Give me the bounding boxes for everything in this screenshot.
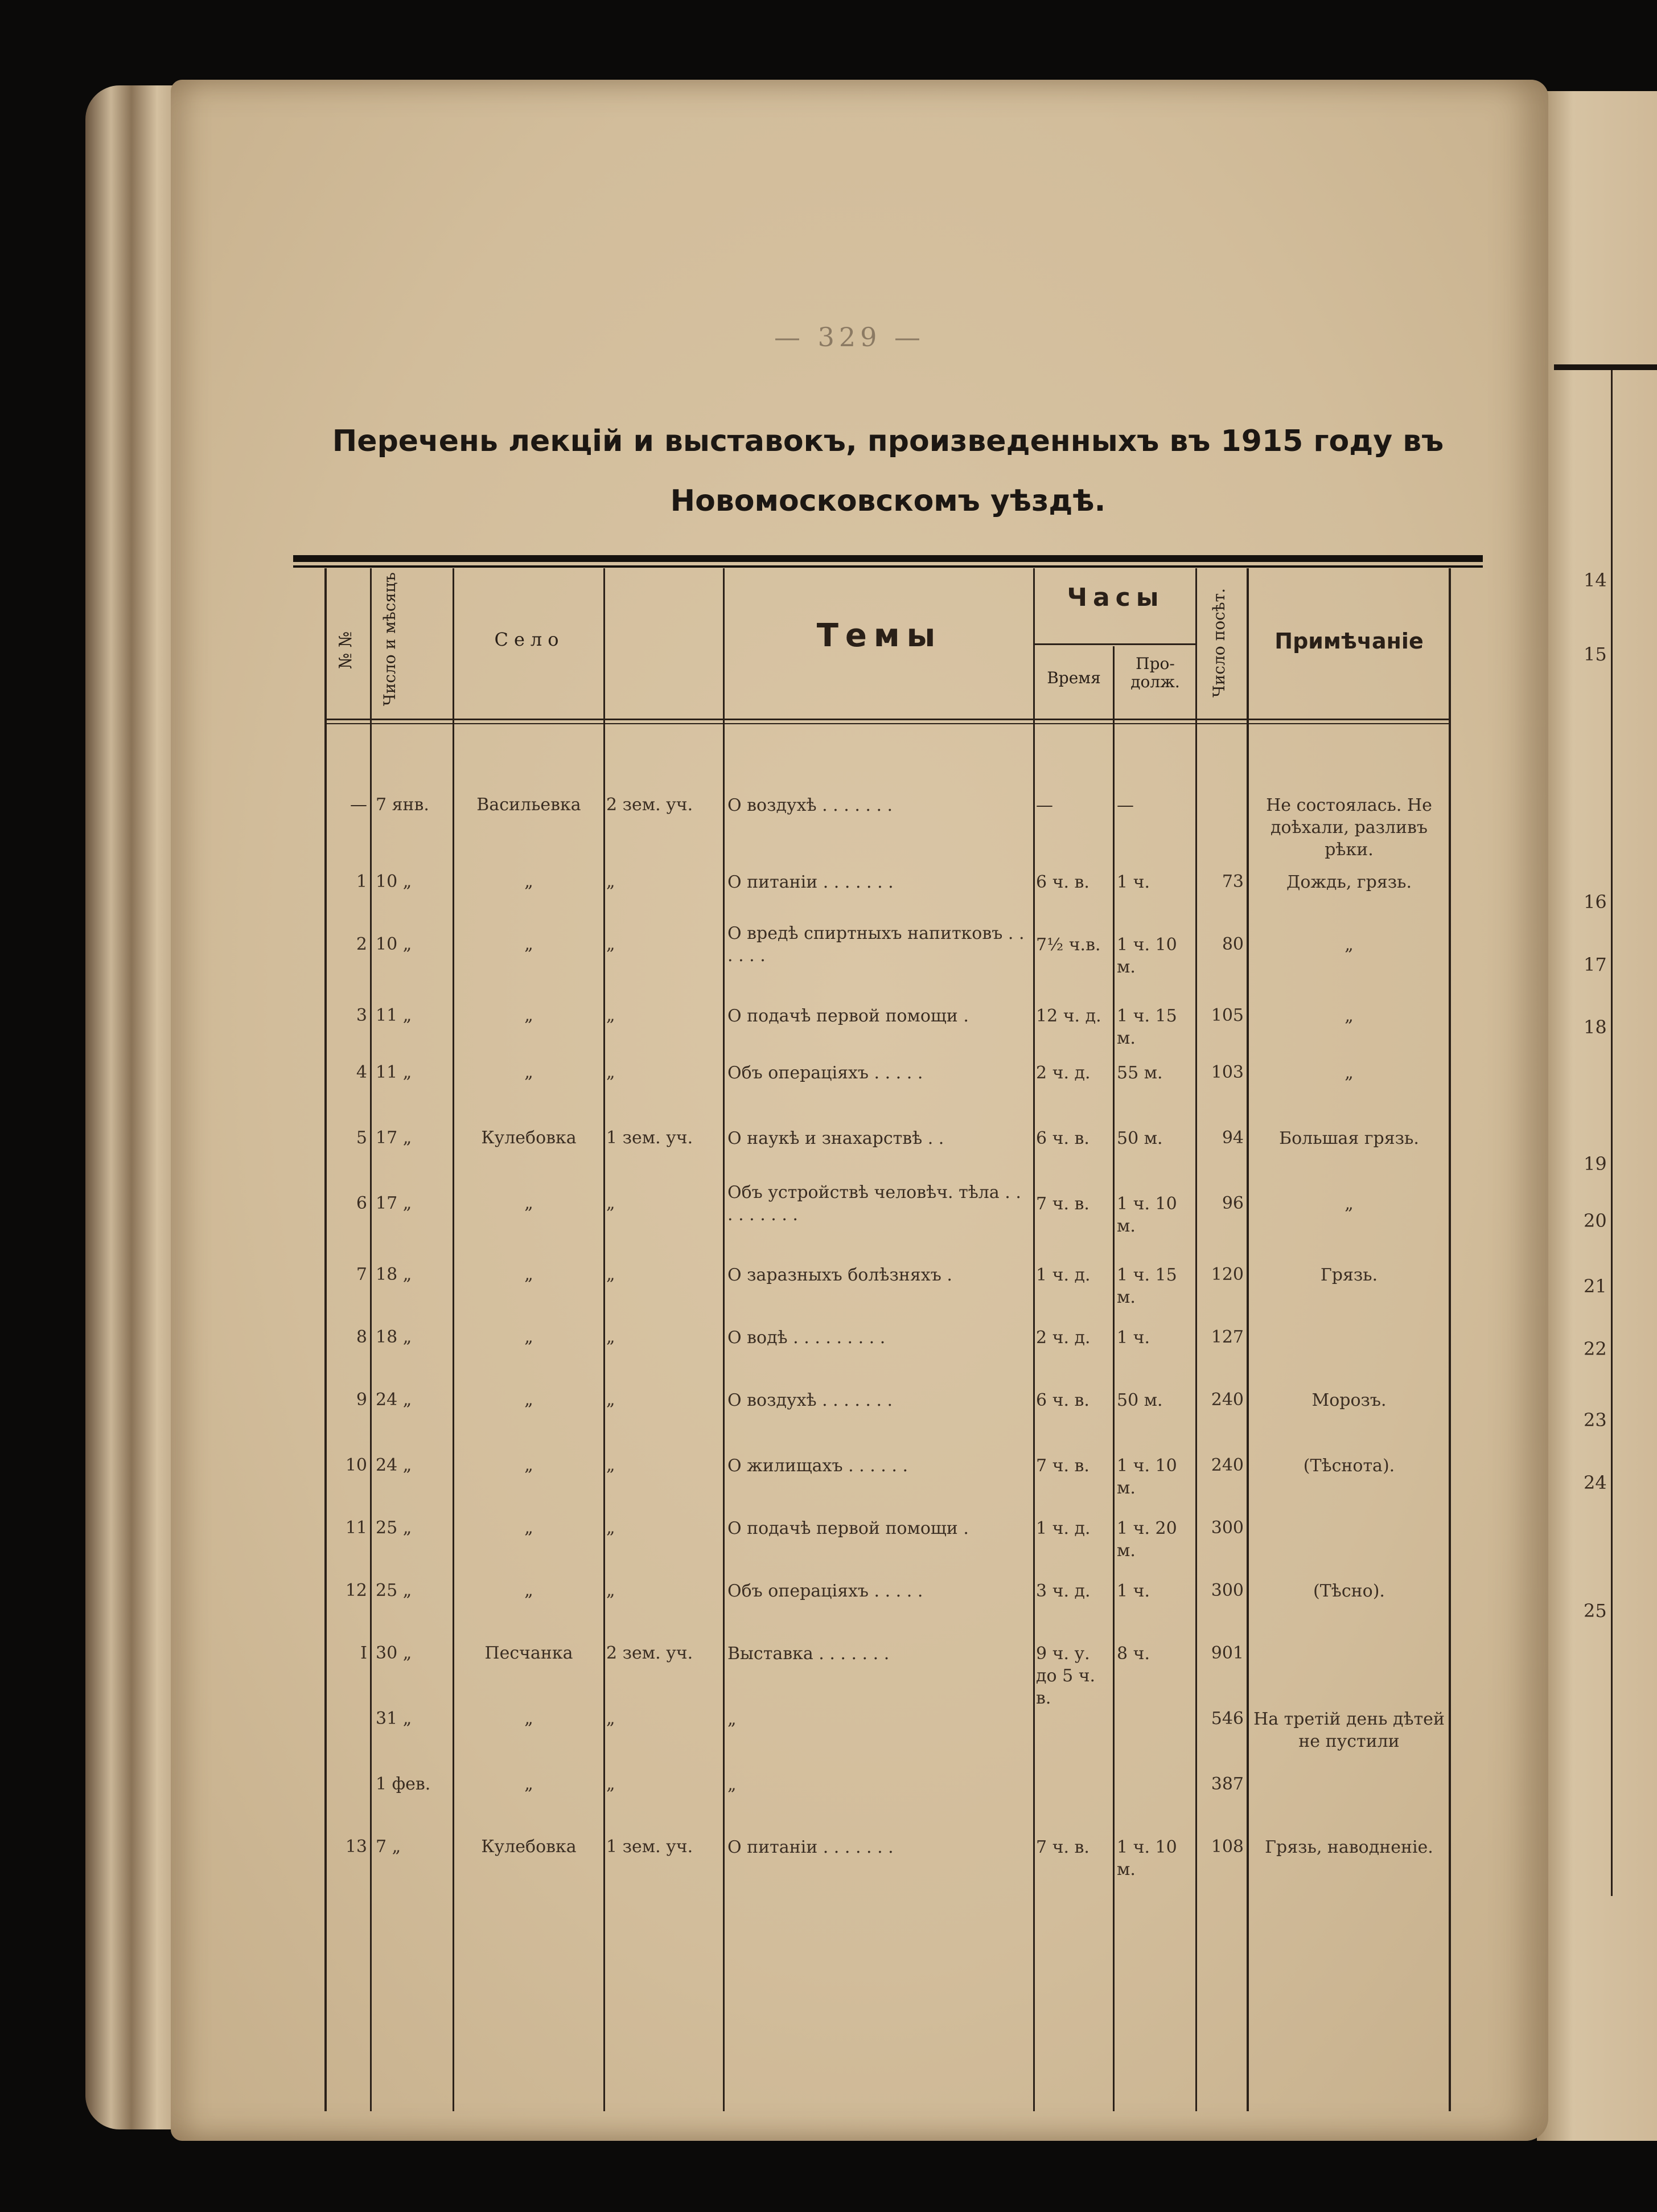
cell-topic: О воздухѣ . . . . . . . bbox=[727, 795, 893, 815]
hours-subheader-line bbox=[1033, 643, 1195, 645]
cell-village: „ bbox=[524, 1581, 533, 1600]
cell-num: 2 bbox=[356, 934, 367, 954]
cell-date: 18 „ bbox=[376, 1265, 412, 1284]
cell-num: 3 bbox=[356, 1006, 367, 1025]
facing-row-number: 23 bbox=[1584, 1409, 1607, 1431]
cell-topic: „ bbox=[727, 1775, 737, 1795]
cell-num: 12 bbox=[345, 1581, 367, 1600]
cell-time: 12 ч. д. bbox=[1036, 1006, 1101, 1026]
cell-num: I bbox=[360, 1643, 367, 1663]
cell-village: „ bbox=[524, 1518, 533, 1538]
cell-date: 25 „ bbox=[376, 1581, 412, 1600]
column-line-district bbox=[723, 568, 725, 2111]
cell-time: 2 ч. д. bbox=[1036, 1063, 1091, 1083]
cell-topic: О жилищахъ . . . . . . bbox=[727, 1456, 908, 1476]
facing-row-number: 22 bbox=[1584, 1338, 1607, 1360]
cell-attendance: 73 bbox=[1222, 872, 1244, 892]
cell-date: 24 „ bbox=[376, 1455, 412, 1475]
cell-village: Песчанка bbox=[484, 1643, 573, 1663]
cell-attendance: 546 bbox=[1211, 1709, 1244, 1729]
cell-village: „ bbox=[524, 1327, 533, 1347]
cell-attendance: 94 bbox=[1222, 1128, 1244, 1148]
cell-topic: О наукѣ и знахарствѣ . . bbox=[727, 1128, 944, 1148]
cell-date: 7 янв. bbox=[376, 795, 429, 815]
cell-village: „ bbox=[524, 1265, 533, 1284]
cell-topic: О питаніи . . . . . . . bbox=[727, 1837, 894, 1857]
cell-num: 5 bbox=[356, 1128, 367, 1148]
cell-district: „ bbox=[606, 1774, 615, 1794]
cell-topic: Объ операціяхъ . . . . . bbox=[727, 1063, 923, 1083]
cell-attendance: 80 bbox=[1222, 934, 1244, 954]
cell-attendance: 105 bbox=[1211, 1006, 1244, 1025]
cell-village: „ bbox=[524, 1390, 533, 1410]
cell-district: „ bbox=[606, 1265, 615, 1284]
header-village: Село bbox=[494, 629, 565, 650]
cell-topic: О воздухѣ . . . . . . . bbox=[727, 1390, 893, 1410]
column-line-num bbox=[370, 568, 372, 2111]
page-title-line2: Новомосковскомъ уѣздѣ. bbox=[670, 484, 1106, 518]
cell-village: „ bbox=[524, 1193, 533, 1213]
cell-district: 1 зем. уч. bbox=[606, 1128, 693, 1148]
cell-attendance: 120 bbox=[1211, 1265, 1244, 1284]
cell-note: Не состоялась. Не доѣхали, разливъ рѣки. bbox=[1266, 795, 1432, 860]
cell-village: Васильевка bbox=[476, 795, 581, 815]
cell-district: 2 зем. уч. bbox=[606, 795, 693, 815]
column-line-date bbox=[453, 568, 454, 2111]
cell-date: 7 „ bbox=[376, 1837, 401, 1857]
cell-district: „ bbox=[606, 934, 615, 954]
facing-row-number: 15 bbox=[1584, 643, 1607, 665]
cell-attendance: 300 bbox=[1211, 1518, 1244, 1538]
cell-topic: О заразныхъ болѣзняхъ . bbox=[727, 1265, 952, 1285]
cell-topic: О питаніи . . . . . . . bbox=[727, 872, 894, 892]
cell-time: 2 ч. д. bbox=[1036, 1328, 1091, 1348]
header-bottom-line bbox=[326, 719, 1450, 720]
cell-village: „ bbox=[524, 872, 533, 892]
cell-attendance: 300 bbox=[1211, 1581, 1244, 1600]
cell-time: 1 ч. д. bbox=[1036, 1519, 1091, 1538]
cell-duration: 55 м. bbox=[1117, 1063, 1163, 1083]
cell-note: „ bbox=[1344, 1006, 1354, 1026]
cell-num: 13 bbox=[345, 1837, 367, 1857]
cell-district: „ bbox=[606, 1062, 615, 1082]
cell-district: „ bbox=[606, 1581, 615, 1600]
header-duration: Про-долж. bbox=[1130, 654, 1180, 692]
column-line-time bbox=[1113, 646, 1115, 2111]
cell-district: „ bbox=[606, 1518, 615, 1538]
cell-topic: Объ операціяхъ . . . . . bbox=[727, 1581, 923, 1601]
cell-village: „ bbox=[524, 1709, 533, 1729]
cell-time: 6 ч. в. bbox=[1036, 1128, 1089, 1148]
cell-attendance: 901 bbox=[1211, 1643, 1244, 1663]
cell-time: 7 ч. в. bbox=[1036, 1837, 1089, 1857]
cell-date: 10 „ bbox=[376, 934, 412, 954]
cell-village: „ bbox=[524, 1006, 533, 1025]
cell-num: 8 bbox=[356, 1327, 367, 1347]
header-hours: Часы bbox=[1067, 583, 1165, 612]
cell-attendance: 127 bbox=[1211, 1327, 1244, 1347]
cell-num: 6 bbox=[356, 1193, 367, 1213]
cell-district: 2 зем. уч. bbox=[606, 1643, 693, 1663]
column-line-attendance bbox=[1247, 568, 1249, 2111]
header-attendance: Число посѣт. bbox=[1210, 588, 1228, 697]
cell-date: 17 „ bbox=[376, 1128, 412, 1148]
header-note: Примѣчаніе bbox=[1274, 629, 1424, 654]
header-bottom-line-thin bbox=[326, 723, 1450, 724]
header-date: Число и мѣсяцъ bbox=[380, 572, 399, 706]
cell-num: 4 bbox=[356, 1062, 367, 1082]
cell-village: „ bbox=[524, 1774, 533, 1794]
cell-duration: 50 м. bbox=[1117, 1128, 1163, 1148]
cell-topic: О вредѣ спиртныхъ напитковъ . . . . . . bbox=[727, 924, 1025, 966]
facing-page bbox=[1537, 91, 1657, 2141]
cell-duration: 1 ч. 10 м. bbox=[1117, 1194, 1177, 1236]
header-topic: Темы bbox=[816, 617, 943, 654]
cell-time: 6 ч. в. bbox=[1036, 1390, 1089, 1410]
header-time: Время bbox=[1047, 668, 1101, 687]
cell-note: „ bbox=[1344, 1194, 1354, 1214]
cell-date: 1 фев. bbox=[376, 1774, 431, 1794]
cell-note: Грязь. bbox=[1320, 1265, 1378, 1285]
cell-district: „ bbox=[606, 872, 615, 892]
cell-note: Дождь, грязь. bbox=[1286, 872, 1412, 892]
cell-date: 25 „ bbox=[376, 1518, 412, 1538]
cell-topic: О подачѣ первой помощи . bbox=[727, 1519, 969, 1538]
cell-duration: 1 ч. bbox=[1117, 1328, 1150, 1348]
facing-row-number: 21 bbox=[1584, 1275, 1607, 1297]
cell-topic: О подачѣ первой помощи . bbox=[727, 1006, 969, 1026]
facing-row-number: 19 bbox=[1584, 1153, 1607, 1175]
cell-attendance: 108 bbox=[1211, 1837, 1244, 1857]
cell-duration: 1 ч. bbox=[1117, 1581, 1150, 1601]
cell-date: 17 „ bbox=[376, 1193, 412, 1213]
cell-date: 10 „ bbox=[376, 872, 412, 892]
cell-num: 7 bbox=[356, 1265, 367, 1284]
column-line-right bbox=[1449, 568, 1451, 2111]
cell-attendance: 96 bbox=[1222, 1193, 1244, 1213]
table-top-rule-thin bbox=[293, 565, 1483, 568]
cell-duration: 8 ч. bbox=[1117, 1644, 1150, 1664]
cell-time: 7 ч. в. bbox=[1036, 1456, 1089, 1476]
cell-attendance: 240 bbox=[1211, 1455, 1244, 1475]
cell-duration: 1 ч. 10 м. bbox=[1117, 935, 1177, 977]
column-line-left bbox=[324, 568, 327, 2111]
cell-topic: О водѣ . . . . . . . . . bbox=[727, 1328, 886, 1348]
cell-village: „ bbox=[524, 1455, 533, 1475]
cell-num: 10 bbox=[345, 1455, 367, 1475]
facing-row-number: 17 bbox=[1584, 954, 1607, 975]
cell-village: Кулебовка bbox=[481, 1837, 577, 1857]
cell-district: „ bbox=[606, 1709, 615, 1729]
cell-time: 7½ ч.в. bbox=[1036, 935, 1101, 955]
cell-district: „ bbox=[606, 1390, 615, 1410]
cell-district: 1 зем. уч. bbox=[606, 1837, 693, 1857]
cell-time: 3 ч. д. bbox=[1036, 1581, 1091, 1601]
cell-note: Грязь, наводненіе. bbox=[1265, 1837, 1433, 1857]
cell-time: — bbox=[1036, 795, 1053, 815]
cell-note: „ bbox=[1344, 935, 1354, 955]
cell-district: „ bbox=[606, 1455, 615, 1475]
cell-village: „ bbox=[524, 934, 533, 954]
page-title-line1: Перечень лекцій и выставокъ, произведенныхъ въ 1915 году въ bbox=[332, 424, 1444, 458]
cell-topic: Выставка . . . . . . . bbox=[727, 1644, 890, 1664]
cell-time: 7 ч. в. bbox=[1036, 1194, 1089, 1214]
cell-district: „ bbox=[606, 1006, 615, 1025]
cell-note: На третій день дѣтей не пустили bbox=[1253, 1709, 1445, 1751]
cell-num: — bbox=[350, 795, 367, 815]
cell-note: Морозъ. bbox=[1311, 1390, 1387, 1410]
cell-date: 24 „ bbox=[376, 1390, 412, 1410]
cell-num: 1 bbox=[356, 872, 367, 892]
cell-attendance: 240 bbox=[1211, 1390, 1244, 1410]
facing-page-rule bbox=[1554, 364, 1657, 370]
cell-note: „ bbox=[1344, 1063, 1354, 1083]
document-page bbox=[171, 80, 1548, 2141]
cell-attendance: 103 bbox=[1211, 1062, 1244, 1082]
cell-time: 9 ч. у. до 5 ч. в. bbox=[1036, 1644, 1096, 1708]
facing-row-number: 14 bbox=[1584, 569, 1607, 591]
cell-district: „ bbox=[606, 1193, 615, 1213]
facing-row-number: 20 bbox=[1584, 1210, 1607, 1232]
cell-district: „ bbox=[606, 1327, 615, 1347]
cell-date: 11 „ bbox=[376, 1006, 412, 1025]
page-number: — 329 — bbox=[774, 322, 926, 352]
cell-note: (Тѣснота). bbox=[1303, 1456, 1395, 1476]
cell-num: 11 bbox=[345, 1518, 367, 1538]
cell-time: 6 ч. в. bbox=[1036, 872, 1089, 892]
facing-row-number: 25 bbox=[1584, 1600, 1607, 1622]
column-line-village bbox=[603, 568, 605, 2111]
facing-row-number: 18 bbox=[1584, 1016, 1607, 1038]
cell-note: Большая грязь. bbox=[1279, 1128, 1419, 1148]
cell-duration: — bbox=[1117, 795, 1134, 815]
facing-row-number: 16 bbox=[1584, 891, 1607, 913]
column-line-topic bbox=[1033, 568, 1035, 2111]
cell-date: 30 „ bbox=[376, 1643, 412, 1663]
cell-duration: 1 ч. 10 м. bbox=[1117, 1837, 1177, 1879]
cell-duration: 1 ч. 20 м. bbox=[1117, 1519, 1177, 1561]
cell-duration: 1 ч. bbox=[1117, 872, 1150, 892]
cell-village: „ bbox=[524, 1062, 533, 1082]
cell-note: (Тѣсно). bbox=[1313, 1581, 1385, 1601]
facing-page-column-line bbox=[1611, 370, 1613, 1896]
cell-date: 18 „ bbox=[376, 1327, 412, 1347]
cell-date: 11 „ bbox=[376, 1062, 412, 1082]
cell-time: 1 ч. д. bbox=[1036, 1265, 1091, 1285]
cell-date: 31 „ bbox=[376, 1709, 412, 1729]
table-top-rule bbox=[293, 555, 1483, 562]
cell-topic: „ bbox=[727, 1709, 737, 1729]
cell-duration: 1 ч. 15 м. bbox=[1117, 1006, 1177, 1048]
cell-village: Кулебовка bbox=[481, 1128, 577, 1148]
cell-duration: 1 ч. 10 м. bbox=[1117, 1456, 1177, 1498]
facing-row-number: 24 bbox=[1584, 1472, 1607, 1493]
cell-attendance: 387 bbox=[1211, 1774, 1244, 1794]
cell-num: 9 bbox=[356, 1390, 367, 1410]
cell-duration: 1 ч. 15 м. bbox=[1117, 1265, 1177, 1307]
cell-topic: Объ устройствѣ человѣч. тѣла . . . . . . . . . bbox=[727, 1183, 1021, 1225]
cell-duration: 50 м. bbox=[1117, 1390, 1163, 1410]
header-num: № № bbox=[336, 631, 356, 669]
